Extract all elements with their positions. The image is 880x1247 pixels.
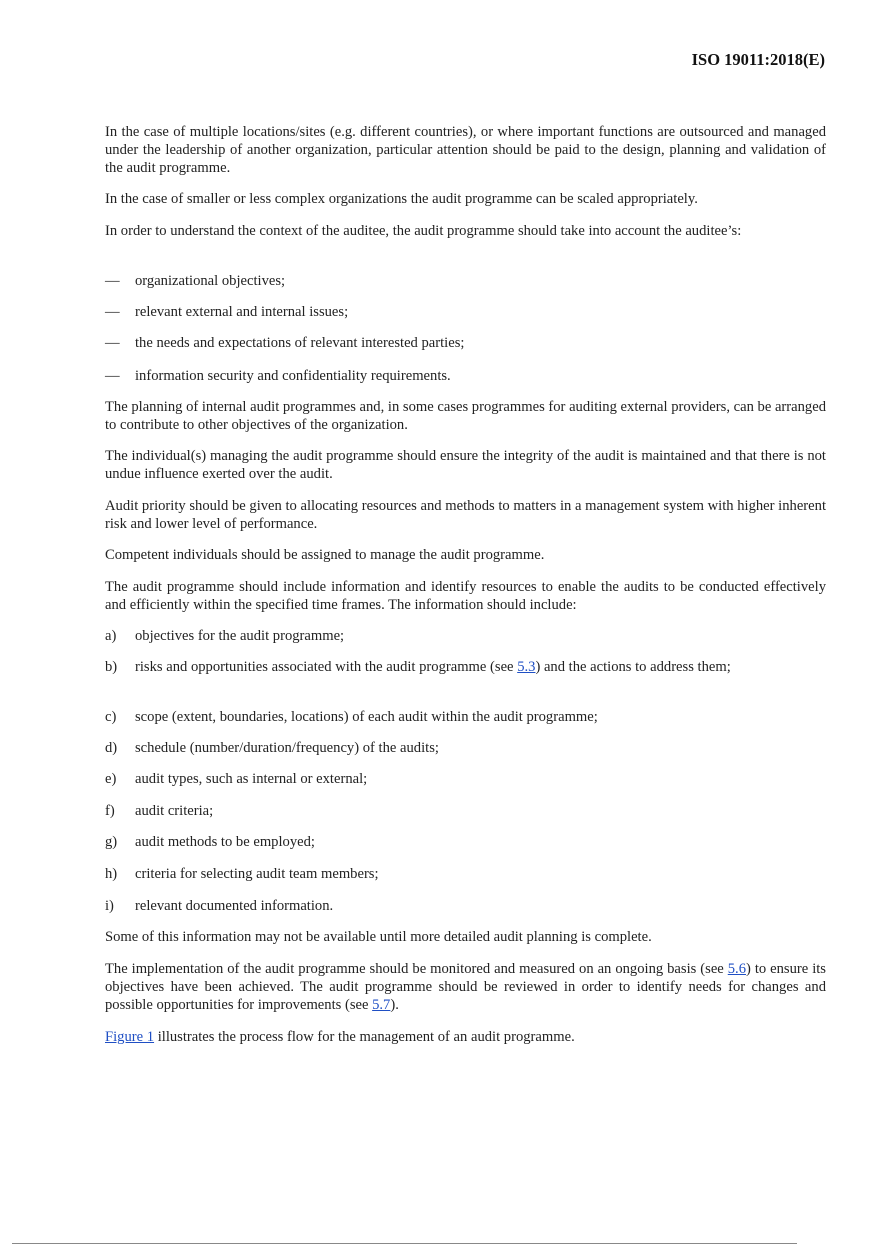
list-text: criteria for selecting audit team members; — [135, 866, 379, 882]
list-text: scope (extent, boundaries, locations) of each audit within the audit programme; — [135, 709, 598, 725]
list-text: organizational objectives; — [135, 273, 286, 289]
paragraph: In the case of smaller or less complex organizations the audit programme can be scaled appropriately. — [105, 191, 698, 207]
paragraph — [105, 960, 826, 1014]
clause-link-5-7[interactable]: 5.7 — [372, 997, 391, 1013]
list-marker: e) — [105, 771, 117, 787]
paragraph: In order to understand the context of the auditee, the audit programme should take into account the auditee’s: — [105, 223, 742, 239]
list-text: relevant documented information. — [135, 898, 334, 914]
footer-rule — [12, 1243, 797, 1244]
list-marker: — — [105, 335, 120, 351]
list-item — [105, 272, 826, 290]
list-item — [105, 334, 826, 352]
list-marker: — — [105, 368, 120, 384]
list-item — [105, 802, 826, 820]
clause-link-5-3[interactable]: 5.3 — [517, 659, 536, 675]
paragraph: Some of this information may not be available until more detailed audit planning is complete. — [105, 929, 652, 945]
list-item — [105, 770, 826, 788]
paragraph-text: ) to ensure its objectives have been achieved. The audit programme should be reviewed in order to identify needs for changes and possible opportunities for improvements (see — [105, 961, 826, 1013]
paragraph: The audit programme should include information and identify resources to enable the audits to be conducted effectively and efficiently within the specified time frames. The information should include: — [105, 579, 826, 613]
list-text: objectives for the audit programme; — [135, 628, 345, 644]
list-marker: c) — [105, 709, 117, 725]
list-marker: d) — [105, 740, 118, 756]
list-item — [105, 367, 826, 385]
paragraph: In the case of multiple locations/sites (e.g. different countries), or where important functions are outsourced and managed under the leadership of another organization, particular attention should be paid to the design, planning and validation of the audit programme. — [105, 124, 826, 176]
list-marker: a) — [105, 628, 117, 644]
paragraph: Audit priority should be given to allocating resources and methods to matters in a management system with higher inherent risk and lower level of performance. — [105, 498, 826, 532]
list-marker: i) — [105, 898, 114, 914]
list-marker: f) — [105, 803, 115, 819]
list-text — [135, 658, 826, 676]
paragraph: The planning of internal audit programmes and, in some cases programmes for auditing external providers, can be arranged to contribute to other objectives of the organization. — [105, 399, 826, 433]
list-text: relevant external and internal issues; — [135, 304, 349, 320]
paragraph: Competent individuals should be assigned to manage the audit programme. — [105, 547, 545, 563]
list-text: the needs and expectations of relevant interested parties; — [135, 335, 465, 351]
list-marker: h) — [105, 866, 118, 882]
list-marker: — — [105, 304, 120, 320]
list-item — [105, 865, 826, 883]
list-text: information security and confidentiality requirements. — [135, 368, 451, 384]
figure-1-link[interactable]: Figure 1 — [105, 1029, 155, 1045]
list-marker: g) — [105, 834, 118, 850]
list-item — [105, 739, 826, 757]
list-text-part: ) and the actions to address them; — [535, 659, 731, 675]
list-text: audit criteria; — [135, 803, 214, 819]
paragraph-text: illustrates the process flow for the management of an audit programme. — [154, 1029, 575, 1045]
list-marker: b) — [105, 659, 118, 675]
list-item — [105, 897, 826, 915]
list-marker: — — [105, 273, 120, 289]
list-text: schedule (number/duration/frequency) of the audits; — [135, 740, 439, 756]
paragraph — [105, 1028, 826, 1046]
list-item — [105, 658, 826, 676]
list-item — [105, 303, 826, 321]
list-text-part: risks and opportunities associated with the audit programme (see — [135, 659, 518, 675]
list-item — [105, 833, 826, 851]
list-text: audit types, such as internal or external; — [135, 771, 368, 787]
paragraph-text: ). — [390, 997, 399, 1013]
list-item — [105, 627, 826, 645]
paragraph-text: The implementation of the audit programme should be monitored and measured on an ongoing basis (see — [105, 961, 728, 977]
paragraph: The individual(s) managing the audit programme should ensure the integrity of the audit is maintained and that there is not undue influence exerted over the audit. — [105, 448, 826, 482]
document-id-header: ISO 19011:2018(E) — [691, 50, 825, 69]
list-text: audit methods to be employed; — [135, 834, 315, 850]
list-item — [105, 708, 826, 726]
clause-link-5-6[interactable]: 5.6 — [727, 961, 746, 977]
